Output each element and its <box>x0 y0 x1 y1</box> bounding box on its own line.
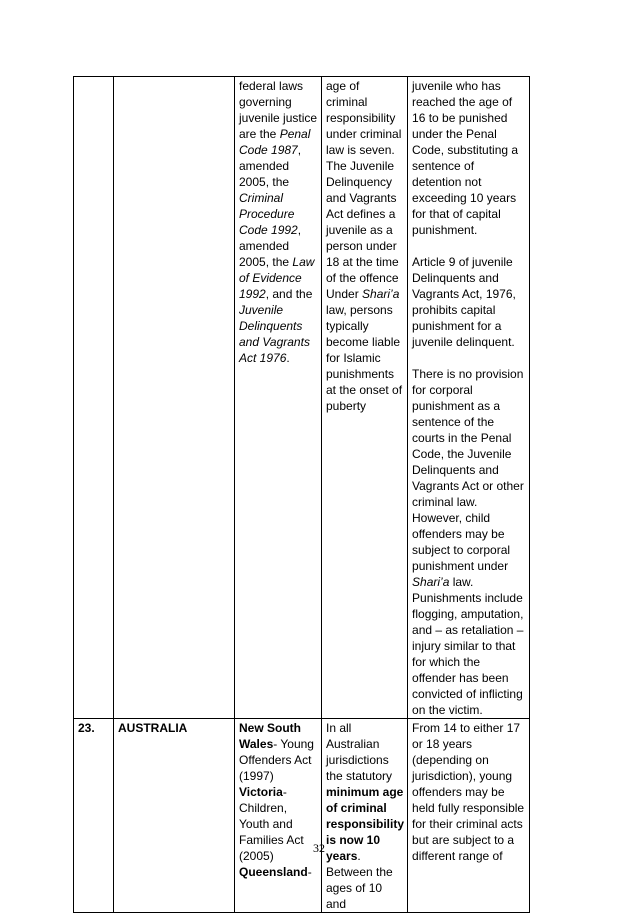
italic-text: Penal Code 1987 <box>239 127 311 157</box>
italic-text: Shari’a <box>412 575 450 589</box>
cell-text: - <box>307 865 312 879</box>
cell-minimum-age <box>322 77 408 719</box>
cell-country <box>114 719 235 913</box>
cell-paragraph <box>326 720 404 912</box>
cell-text: , amended 2005, the <box>239 223 302 269</box>
bold-text: Queensland <box>239 865 308 879</box>
italic-text: Juvenile Delinquents and Vagrants Act 1976 <box>239 303 310 365</box>
bold-text: New South Wales <box>239 721 301 751</box>
legal-table <box>73 76 530 913</box>
cell-country <box>114 77 235 719</box>
cell-paragraph <box>412 254 526 350</box>
cell-text: - Young Offenders Act (1997) <box>239 737 314 783</box>
cell-text: juvenile who has reached the age of 16 to be punished under the Penal Code, substituting a sentence of detention not exceeding 10 years for that of capital punishment. <box>412 79 519 237</box>
cell-text: law, persons typically become liable for Islamic punishments at the onset of puberty <box>326 303 403 413</box>
cell-paragraph <box>239 78 318 366</box>
italic-text: Shari’a <box>362 287 400 301</box>
cell-sentencing <box>408 77 530 719</box>
bold-text: Victoria <box>239 785 283 799</box>
cell-text: There is no provision for corporal punishment as a sentence of the courts in the Penal Code, the Juvenile Delinquents and Vagrants Act or other criminal law. However, child offenders may be subject to corporal punishment under <box>412 367 524 573</box>
bold-text: minimum age of criminal responsibility is now 10 years <box>326 785 405 863</box>
bold-text: 23. <box>78 721 95 735</box>
bold-text: AUSTRALIA <box>118 721 188 735</box>
cell-text: age of criminal responsibility under criminal law is seven. The Juvenile Delinquency and Vagrants Act defines a juvenile as a person under 18 at the time of the offence Under <box>326 79 402 301</box>
cell-text: federal laws governing juvenile justice are the <box>239 79 318 141</box>
cell-paragraph <box>118 720 231 736</box>
table-row <box>74 77 530 719</box>
cell-sentencing <box>408 719 530 913</box>
cell-text: . <box>286 351 290 365</box>
cell-text: law. Punishments include flogging, amputation, and – as retaliation – injury similar to that for which the offender has been convicted of inflicting on the victim. <box>412 575 524 717</box>
page-number: 32 <box>313 841 325 855</box>
cell-number <box>74 719 114 913</box>
cell-paragraph <box>239 720 318 880</box>
cell-text: , and the <box>265 287 313 301</box>
cell-legislation <box>235 719 322 913</box>
cell-text: In all Australian jurisdictions the statutory <box>326 721 393 783</box>
cell-number <box>74 77 114 719</box>
cell-text: . Between the ages of 10 and <box>326 849 393 911</box>
cell-text: , amended 2005, the <box>239 143 302 189</box>
cell-minimum-age <box>322 719 408 913</box>
cell-text: From 14 to either 17 or 18 years (depending on jurisdiction), young offenders may be held fully responsible for their criminal acts but are subject to a different range of <box>412 721 525 863</box>
table-row <box>74 719 530 913</box>
cell-paragraph <box>326 78 404 414</box>
cell-paragraph <box>412 78 526 238</box>
cell-text: Article 9 of juvenile Delinquents and Vagrants Act, 1976, prohibits capital punishment for a juvenile delinquent. <box>412 255 516 349</box>
italic-text: Criminal Procedure Code 1992 <box>239 191 298 237</box>
cell-paragraph <box>78 720 110 736</box>
cell-text: - Children, Youth and Families Act (2005) <box>239 785 304 863</box>
cell-paragraph <box>412 366 526 718</box>
italic-text: Law of Evidence 1992 <box>239 255 315 301</box>
cell-legislation <box>235 77 322 719</box>
